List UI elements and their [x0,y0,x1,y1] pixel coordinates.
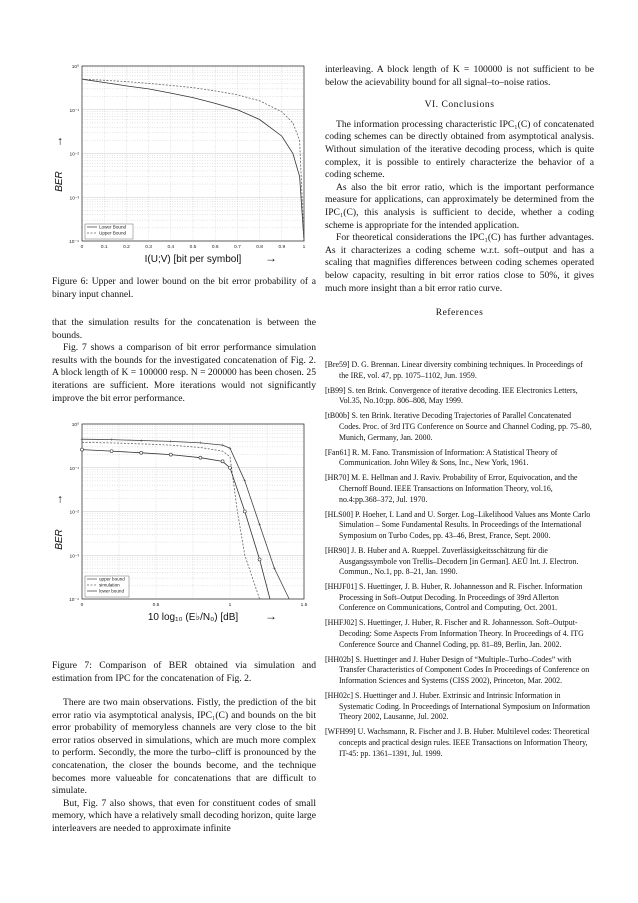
right-text-block [325,64,594,320]
x-tick-label: 0.6 [211,245,219,250]
x-tick-label: 0.8 [256,245,263,250]
x-axis-label: 10 log₁₀ (E♭/N₀) [dB] [147,612,239,623]
y-tick-label: 10⁻³ [69,196,79,202]
reference-item [325,411,594,443]
reference-item [325,473,594,505]
reference-key: [HLS00] [325,509,356,519]
y-axis-label: BER [54,171,65,192]
figure-7-chart [52,416,316,626]
figure-7-caption: Figure 7: Comparison of BER obtained via simulation and estimation from IPC for the concatenation of Fig. 2. [52,660,316,684]
legend-label: upper bound [99,576,125,582]
x-tick-label: 0.3 [145,245,152,250]
reference-item [325,691,594,723]
paragraph: For theoretical considerations the IPC₁(C) has further advantages. As it characterizes a coding scheme w.r.t. soft–output and has a scaling that magnifies differences between coding schemes operated below capacity, resulting in bit error ratios close to 50%, it gives much more insight than a bit error ratio curve. [325,232,594,294]
figure-6 [52,58,316,268]
x-tick-label: 1 [302,245,306,250]
data-point: + [110,437,114,444]
figure-6-chart [52,58,316,268]
reference-text: M. E. Hellman and J. Raviv. Probability of Error, Equivocation, and the Chernoff Bound. IEEE Transactions on Information Theory, vol.16, no.4:pp.368–372, Jul. 1970. [339,473,578,504]
reference-item [325,360,594,381]
x-tick-label: 0.5 [152,603,160,608]
x-tick-label: 0.4 [167,245,175,250]
paragraph: that the simulation results for the concatenation is between the bounds. [52,317,316,341]
reference-item [325,582,594,614]
x-axis-label: I(U;V) [bit per symbol] [144,254,242,265]
y-axis-label: BER [54,529,65,550]
x-axis-arrow: → [265,251,277,265]
reference-item [325,727,594,759]
reference-text: S. ten Brink. Iterative Decoding Trajectories of Parallel Concatenated Codes. Proc. of 3rd ITG Conference on Source and Channel Coding, pp. 75–80, Munich, Germany, Jan. 2000. [339,411,592,442]
reference-text: P. Hoeher, I. Land and U. Sorger. Log–Likelihood Values ans Monte Carlo Simulation – Some Fundamental Results. In Proceedings of the International Symposium on Turbo Codes, pp. 43–46, Brest, France, Sept. 2000. [339,509,591,540]
data-point: + [243,478,247,485]
data-point: + [272,566,276,573]
data-point: + [169,439,173,446]
data-point [140,451,143,454]
reference-text: J. B. Huber and A. Rueppel. Zuverlässigkeitsschätzung für die Ausgangssymbole von Trellis–Decodern [in German]. AEÜ Int. J. Electron. Commun., No.1, pp. 8–21, Jan. 1990. [339,545,579,577]
x-tick-label: 0.2 [123,245,130,250]
reference-item [325,510,594,542]
data-point [229,466,232,469]
reference-text: S. Huettinger, J. B. Huber, R. Johannesson and R. Fischer. Information Processing in Soft–Output Decoding. In Proceedings of 39rd Allerton Conference on Communications, Control and Computing, Oct. 2001. [339,582,583,613]
reference-key: [tB00b] [325,411,352,421]
reference-key: [HR70] [325,473,352,483]
reference-key: [HR90] [325,545,352,555]
x-tick-label: 0.5 [189,245,197,250]
reference-key: [Fan61] [325,447,352,457]
paragraph: interleaving. A block length of K = 100000 is not sufficient to be below the acievability bound for all signal–to–noise ratios. [325,64,594,88]
data-point [169,453,172,456]
series-line [80,436,289,599]
data-point [221,460,224,463]
y-tick-label: 10⁻² [69,510,79,516]
data-point: + [258,522,262,529]
x-tick-label: 1.5 [300,603,308,608]
x-tick-label: 0.9 [278,245,286,250]
data-point: + [221,442,225,449]
data-point [243,510,246,513]
y-axis-arrow: → [52,493,65,506]
x-tick-label: 1 [228,603,232,608]
y-tick-label: 10⁻⁴ [69,598,79,603]
y-tick-label: 10⁻¹ [69,108,79,114]
reference-text: S. Huettinger and J. Huber. Extrinsic and Intrinsic Information in Systematic Coding. In Proceedings of International Symposium on Information Theory 2002, Lausanne, Jul. 2002. [339,691,590,722]
legend-label: lower bound [99,588,125,594]
reference-key: [HH02c] [325,691,356,701]
left-bottom-text [52,697,316,836]
x-tick-label: 0.1 [100,245,108,250]
y-tick-label: 10⁻¹ [69,466,79,472]
data-point [110,450,113,453]
reference-text: S. Huettinger, J. Huber, R. Fischer and R. Johannesson. Soft–Output-Decoding: Some Aspects From Information Theory. In Proceedings of 4. ITG Conference Source and Channel Coding, pp. 81–89, Berlin, Jan. 2002. [339,618,584,649]
y-tick-label: 10⁻⁴ [69,240,79,245]
paragraph: There are two main observations. Fistly, the prediction of the bit error ratio via asymptotical analysis, IPC₁(C) and bounds on the bit error probability of memoryless channels are very close to the bit error ratios observed in simulations, which are much more complex to perform. Secondly, the more the turbo–cliff is pronounced by the concatenation, the closer the bounds become, and the technique becomes more valueable for concatenations that are difficult to simulate. [52,697,316,797]
figure-6-caption: Figure 6: Upper and lower bound on the bit error probability of a binary input channel. [52,276,316,300]
series-line [82,442,260,599]
x-tick-label: 0 [80,603,84,608]
data-point: + [80,436,84,443]
reference-item [325,655,594,687]
paragraph: As also the bit error ratio, which is the important performance measure for applications, can approximately be determined from the IPC₁(C), this analysis is sufficient to decide, whether a coding scheme is appropriate for the intended application. [325,181,594,231]
reference-key: [Bre59] [325,360,352,369]
legend-label: Lower Bound [99,224,127,230]
paragraph: But, Fig. 7 also shows, that even for constituent codes of small memory, which have a relatively small decoding horizon, quite large interleavers are needed to approximate infinite [52,797,316,834]
figure-7 [52,416,316,626]
y-axis-arrow: → [52,135,65,148]
x-axis-arrow: → [265,609,277,623]
reference-item [325,546,594,578]
reference-item [325,618,594,650]
reference-item [325,448,594,469]
reference-key: [WFH99] [325,727,358,737]
reference-text: D. G. Brennan. Linear diversity combining techniques. In Proceedings of the IRE, vol. 47, pp. 1075–1102, Jun. 1959. [339,360,583,380]
x-tick-label: 0 [80,245,84,250]
y-tick-label: 10⁰ [71,65,79,70]
section-title: VI. Conclusions [424,99,495,111]
reference-key: [HHFJ02] [325,618,359,628]
y-tick-label: 10⁻³ [69,554,79,560]
reference-text: U. Wachsmann, R. Fischer and J. B. Huber. Multilevel codes: Theoretical concepts and practical design rules. IEEE Transactions on Information Theory, IT-45: pp. 1361–1391, Jul. 1999. [339,727,590,758]
data-point [258,558,261,561]
reference-item [325,386,594,407]
legend-label: Upper Bound [99,230,127,236]
data-point [199,456,202,459]
x-tick-label: 0.7 [234,245,241,250]
data-point: + [139,438,143,445]
data-point [81,448,84,451]
reference-text: S. Huettinger and J. Huber Design of “Multiple–Turbo–Codes” with Transfer Characteristics of Component Codes In Proceedings of Conference on Information Sciences and Systems (CISS 2002), Princeton, Mar. 2002. [339,654,590,685]
references-list [325,360,594,764]
reference-key: [HH02b] [325,654,356,664]
reference-key: [tB99] [325,385,348,395]
data-point: + [228,445,232,452]
reference-text: S. ten Brink. Convergence of iterative decoding. IEE Electronics Letters, Vol.35, No.10:pp. 806–808, May 1999. [339,385,578,406]
reference-text: R. M. Fano. Transmission of Information: A Statistical Theory of Communication. John Wiley & Sons, Inc., New York, 1961. [339,447,558,468]
legend-label: simulation [99,582,120,588]
data-point: + [198,440,202,447]
paragraph: The information processing characteristic IPC₁(C) of concatenated coding schemes can be directly obtained from asymptotical analysis. Without simulation of the iterative decoding process, which is quite complex, it is possible to entirely characterize the behavior of a coding scheme. [325,118,594,181]
paragraph: Fig. 7 shows a comparison of bit error performance simulation results with the bounds for the investigated concatenation of Fig. 2. A block length of K = 100000 resp. N = 200000 has been chosen. 25 iterations are sufficient. More iterations would not significantly improve the bit error performance. [52,342,316,404]
left-text-block [52,317,316,405]
y-tick-label: 10⁻² [69,152,79,158]
y-tick-label: 10⁰ [71,423,79,428]
references-title: References [435,307,484,319]
reference-key: [HHJF01] [325,582,359,592]
